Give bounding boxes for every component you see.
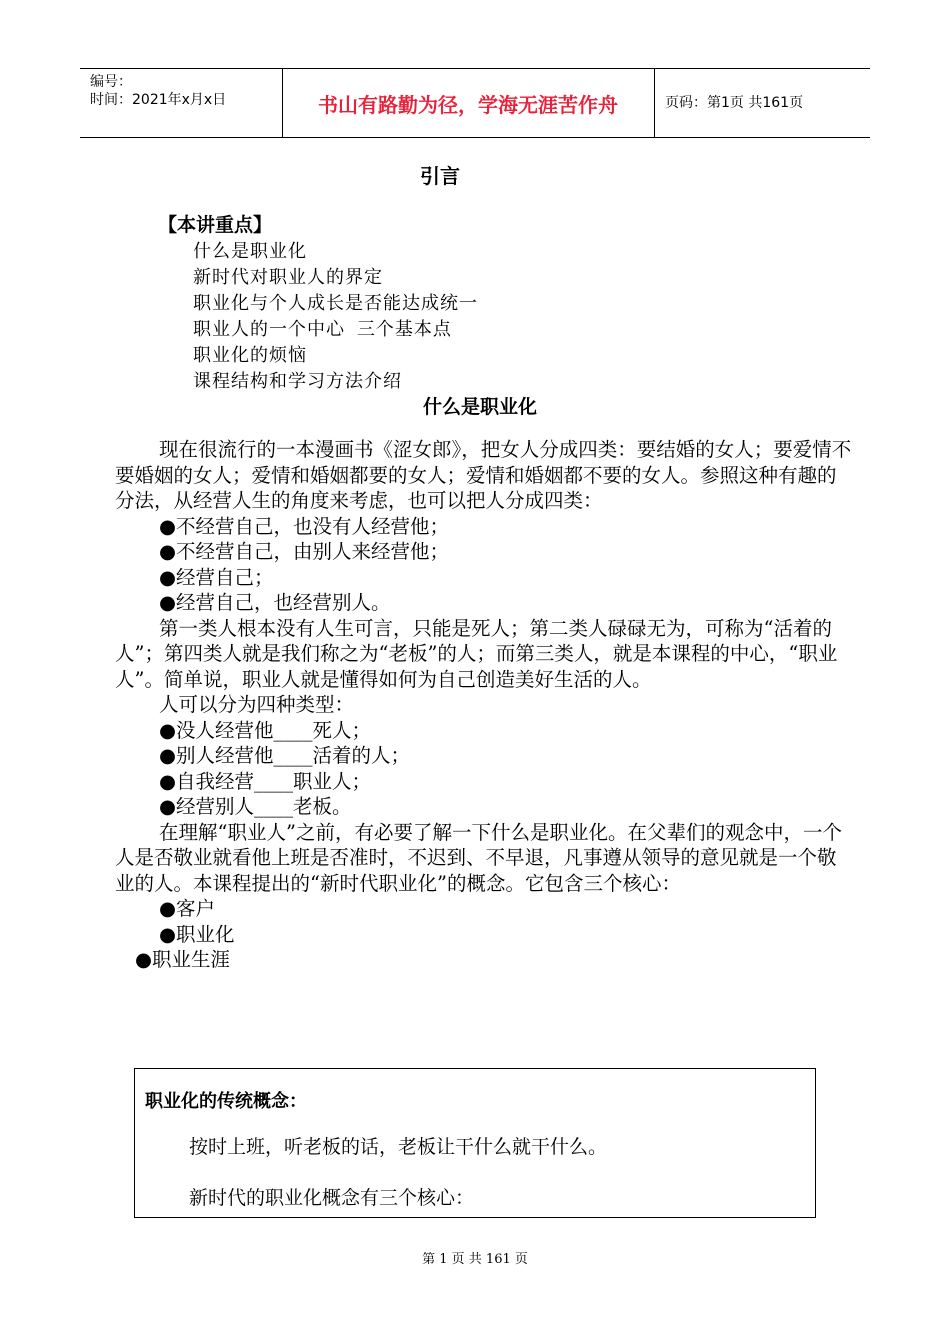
motto: 书山有路勤为径，学海无涯苦作舟 bbox=[318, 92, 618, 117]
paragraph: 人可以分为四种类型： bbox=[159, 693, 355, 716]
key-point-item: 什么是职业化 bbox=[193, 241, 307, 262]
list-item: ●职业化 bbox=[159, 922, 235, 946]
list-item: ●别人经营他____活着的人； bbox=[159, 744, 411, 767]
list-item: ●经营自己，也经营别人。 bbox=[159, 591, 391, 614]
page-footer: 第 1 页 共 161 页 bbox=[422, 1252, 528, 1267]
paragraph: 在理解“职业人”之前，有必要了解一下什么是职业化。在父辈们的观念中，一个人是否敬业就看他上班是否准时，不迟到、不早退，凡事遵从领导的意见就是一个敬业的人。本课程提出的“新时代职业化”的概念。它包含三个核心： bbox=[115, 820, 842, 895]
list-item: ●不经营自己，也没有人经营他； bbox=[159, 514, 450, 538]
list-item: ●职业生涯 bbox=[135, 948, 231, 971]
section-title: 什么是职业化 bbox=[422, 396, 537, 418]
list-item: ●客户 bbox=[159, 897, 216, 920]
key-point-item: 职业人的一个中心 三个基本点 bbox=[193, 319, 452, 340]
box-line: 新时代的职业化概念有三个核心： bbox=[189, 1187, 475, 1209]
body-text bbox=[115, 437, 855, 973]
box-line: 按时上班，听老板的话，老板让干什么就干什么。 bbox=[189, 1136, 608, 1158]
list-item: ●没人经营他____死人； bbox=[159, 718, 372, 742]
box-title: 职业化的传统概念： bbox=[145, 1091, 307, 1112]
key-point-item: 职业化的烦恼 bbox=[193, 345, 307, 366]
header-motto-cell bbox=[282, 69, 655, 137]
page-title: 引言 bbox=[420, 164, 460, 188]
key-point-item: 职业化与个人成长是否能达成统一 bbox=[193, 293, 478, 314]
serial-label: 编号： bbox=[90, 74, 132, 90]
page-info: 页码：第1页 共161页 bbox=[665, 95, 804, 111]
page-header bbox=[80, 68, 870, 138]
time-label: 时间：2021年x月x日 bbox=[90, 92, 227, 108]
key-point-item: 新时代对职业人的界定 bbox=[193, 267, 383, 288]
header-page-cell bbox=[655, 69, 870, 137]
key-points-heading: 【本讲重点】 bbox=[158, 214, 273, 236]
paragraph: 第一类人根本没有人生可言，只能是死人；第二类人碌碌无为，可称为“活着的人”；第四类人就是我们称之为“老板”的人；而第三类人，就是本课程的中心，“职业人”。简单说，职业人就是懂得如何为自己创造美好生活的人。 bbox=[115, 616, 838, 691]
list-item: ●经营别人____老板。 bbox=[159, 795, 352, 818]
key-point-item: 课程结构和学习方法介绍 bbox=[193, 371, 402, 392]
paragraph: 现在很流行的一本漫画书《涩女郎》，把女人分成四类：要结婚的女人；要爱情不要婚姻的女人；爱情和婚姻都要的女人；爱情和婚姻都不要的女人。参照这种有趣的分法，从经营人生的角度来考虑，也可以把人分成四类： bbox=[115, 438, 852, 512]
list-item: ●自我经营____职业人； bbox=[159, 769, 372, 793]
concept-box bbox=[134, 1068, 816, 1218]
list-item: ●经营自己； bbox=[159, 565, 274, 589]
list-item: ●不经营自己，由别人来经营他； bbox=[159, 540, 450, 563]
header-meta bbox=[80, 69, 283, 137]
